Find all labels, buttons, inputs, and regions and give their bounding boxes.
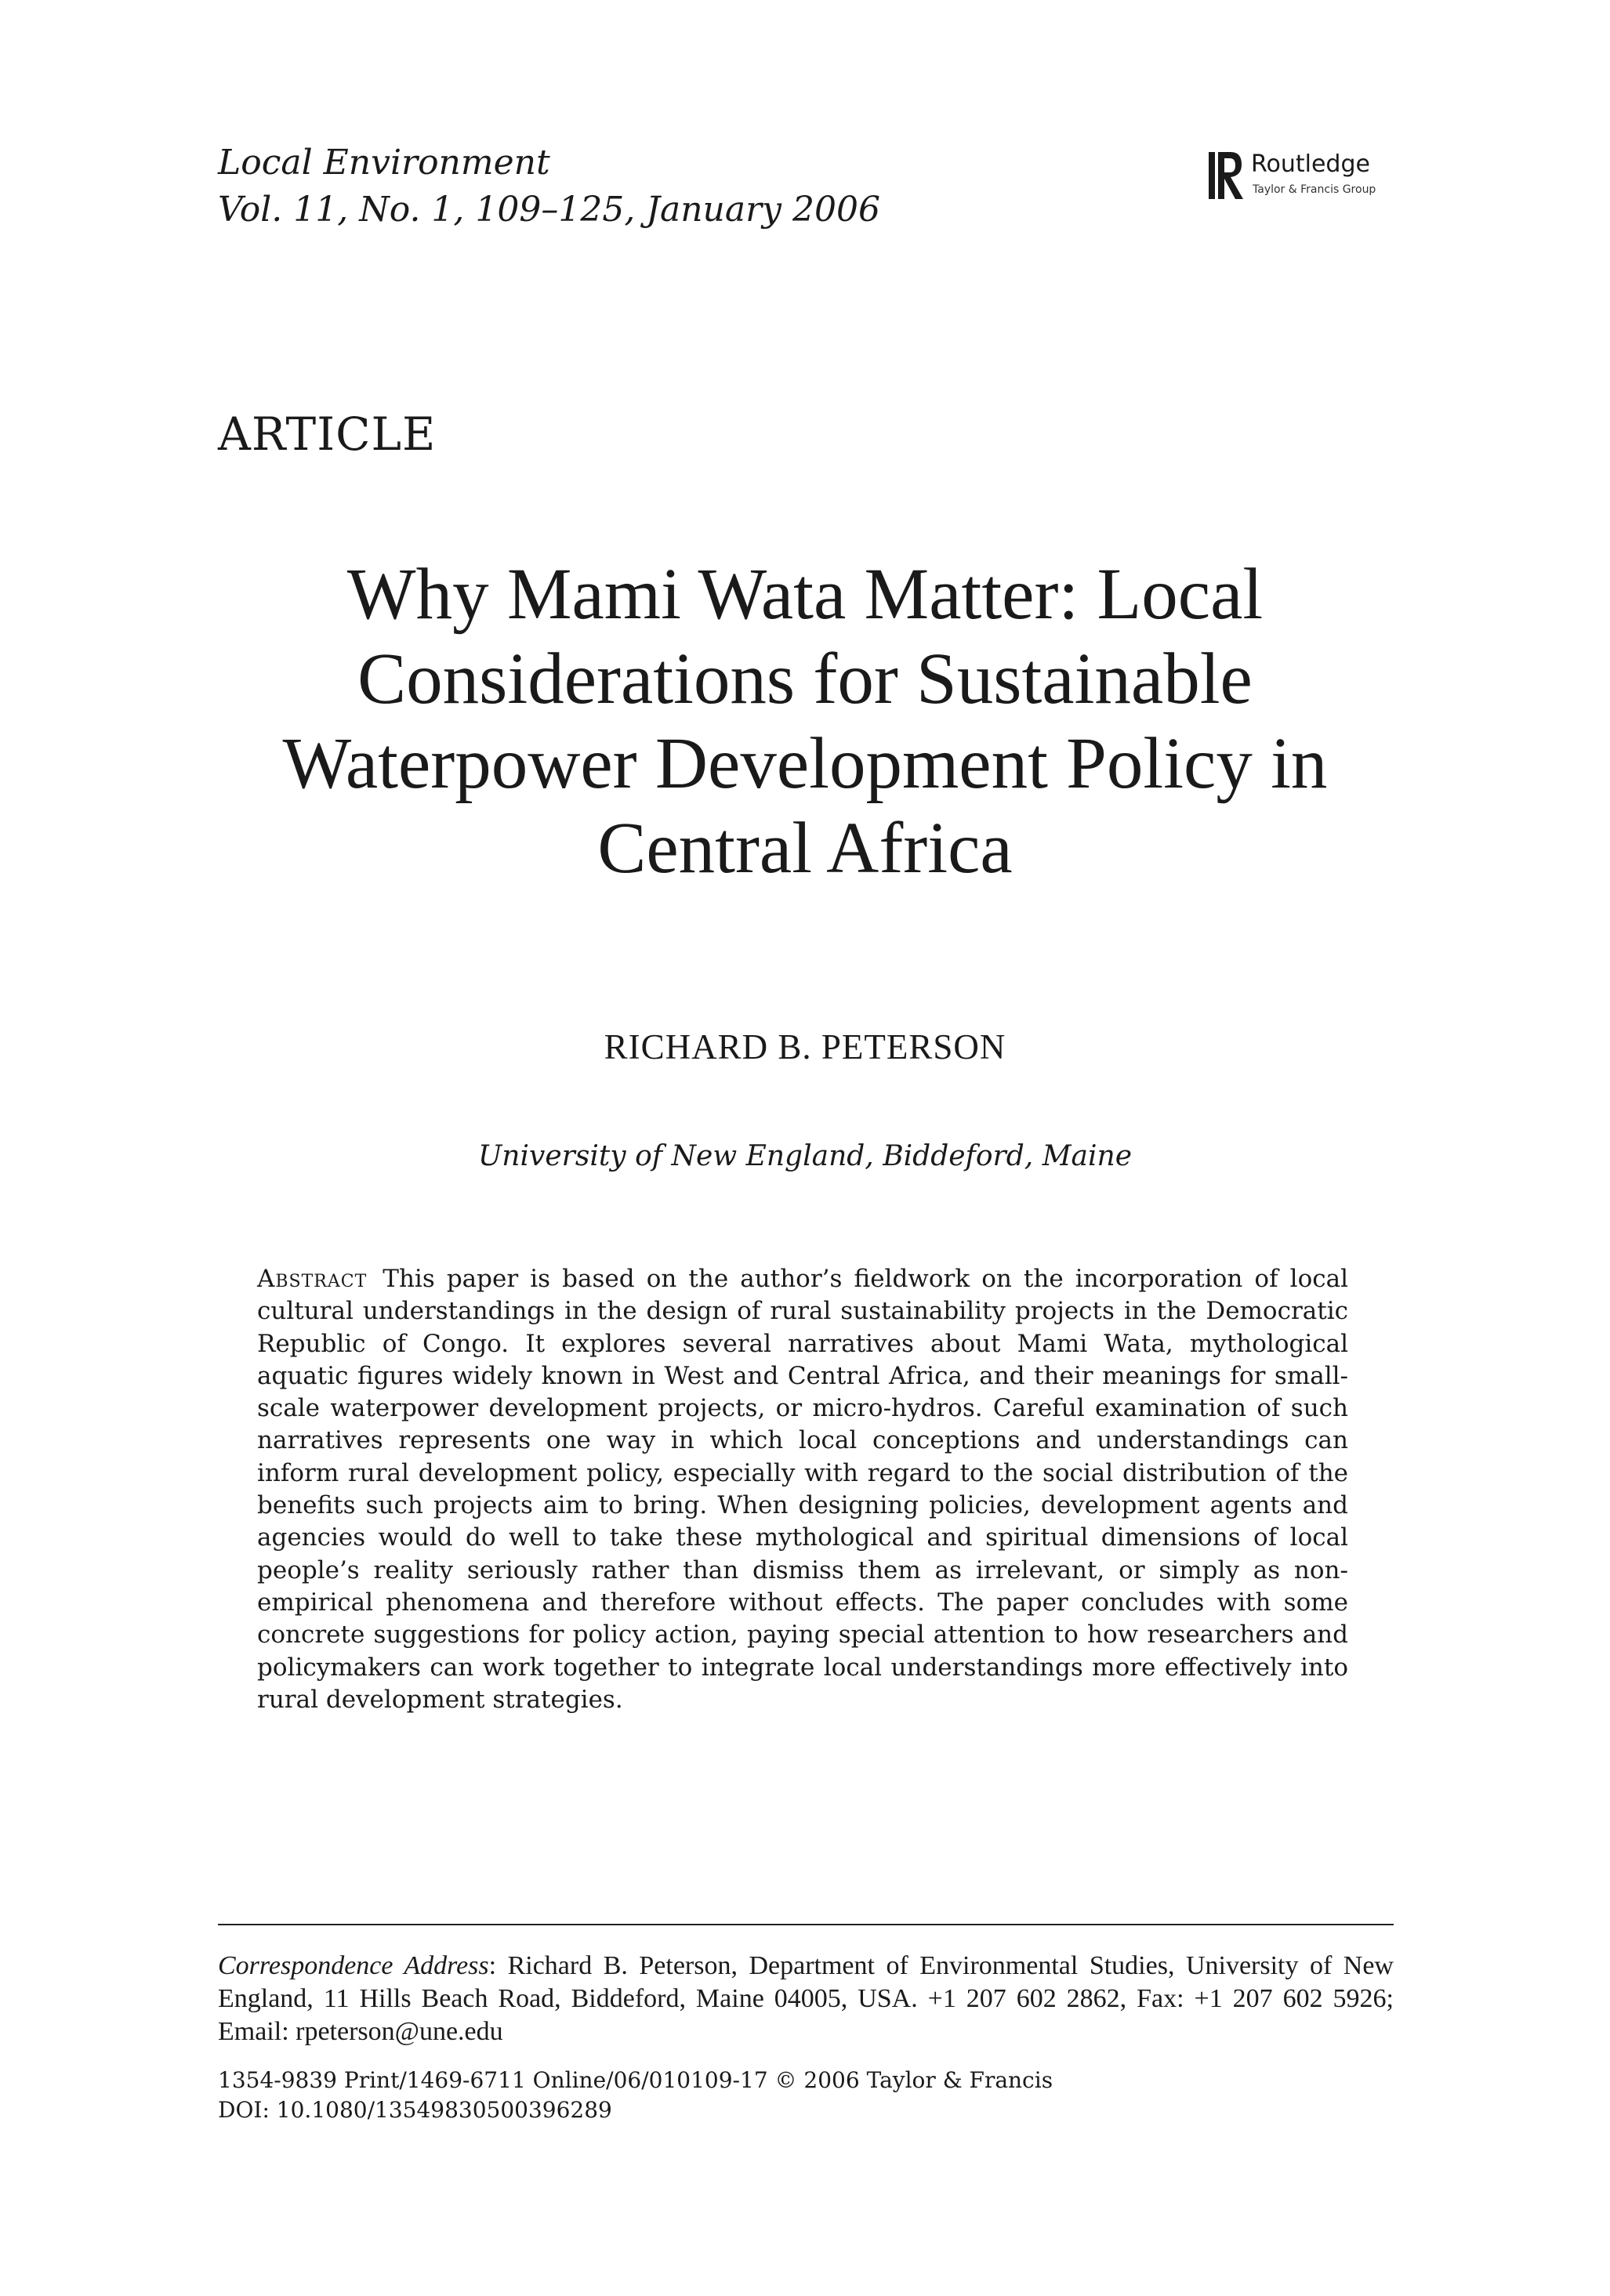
author-affiliation: University of New England, Biddeford, Maine xyxy=(477,1140,1133,1172)
publication-identifiers xyxy=(218,2066,1394,2125)
section-label: ARTICLE xyxy=(218,407,437,461)
correspondence-address xyxy=(218,1950,1394,2048)
journal-name: Local Environment xyxy=(218,143,550,183)
journal-citation: Vol. 11, No. 1, 109–125, January 2006 xyxy=(218,190,880,230)
author-name: RICHARD B. PETERSON xyxy=(604,1027,1006,1067)
abstract-label: Abstract xyxy=(257,1265,368,1293)
correspondence-text: : Richard B. Peterson, Department of Environmental Studies, University of New England, 11 Hills Beach Road, Biddeford, Maine 04005, USA. +1 207 602 2862, Fax: +1 207 602 5926; Email: rpeterson@une.edu xyxy=(218,1951,1394,2046)
routledge-r-logo-icon xyxy=(1207,149,1245,202)
publisher-name: Routledge xyxy=(1251,150,1370,178)
article-title: Why Mami Wata Matter: Local Considerations for Sustainable Waterpower Development Policy in Central Africa xyxy=(282,554,1328,889)
correspondence-label: Correspondence Address xyxy=(218,1951,489,1980)
abstract-text: This paper is based on the author’s fieldwork on the incorporation of local cultural understandings in the design of rural sustainability projects in the Democratic Republic of Congo. It explores several narratives about Mami Wata, mythological aquatic figures widely known in West and Central Africa, and their meanings for small-scale waterpower development projects, or micro-hydros. Careful examination of such narratives represents one way in which local conceptions and understandings can inform rural development policy, especially with regard to the social distribution of the benefits such projects aim to bring. When designing policies, development agents and agencies would do well to take these mythological and spiritual dimensions of local people’s reality seriously rather than dismiss them as irrelevant, or simply as non-empirical phenomena and therefore without effects. The paper concludes with some concrete suggestions for policy action, paying special attention to how researchers and policymakers can work together to integrate local understandings more effectively into rural development strategies. xyxy=(257,1265,1348,1714)
footnote-divider xyxy=(218,1924,1394,1925)
issn-line: 1354-9839 Print/1469-6711 Online/06/010109-17 © 2006 Taylor & Francis xyxy=(218,2067,1053,2093)
journal-header xyxy=(218,139,880,234)
doi-line: DOI: 10.1080/13549830500396289 xyxy=(218,2097,612,2123)
abstract xyxy=(257,1263,1348,1716)
publisher-group: Taylor & Francis Group xyxy=(1253,183,1376,196)
publisher-logo xyxy=(1207,149,1395,212)
